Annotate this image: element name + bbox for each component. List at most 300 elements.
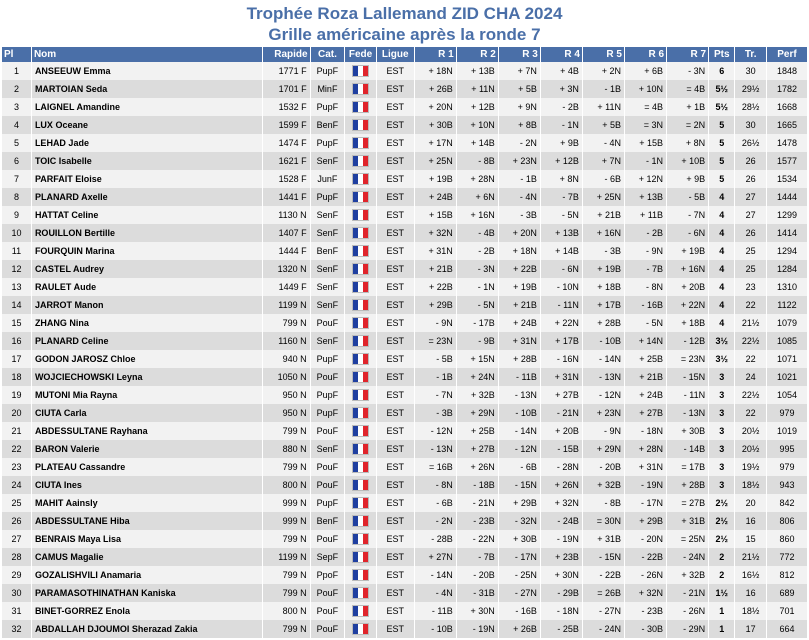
cell-round-3: + 22B <box>498 260 540 278</box>
cell-tiebreak: 19½ <box>735 458 767 476</box>
cell-round-1: - 11B <box>414 602 456 620</box>
cell-round-7: = 17B <box>667 458 709 476</box>
cell-round-4: + 14B <box>540 242 582 260</box>
cell-tiebreak: 17 <box>735 620 767 638</box>
cell-round-7: + 16N <box>667 260 709 278</box>
cell-league: EST <box>376 80 414 98</box>
cell-rapid-rating: 799 N <box>263 422 310 440</box>
cell-points: 2½ <box>709 512 735 530</box>
cell-player-name: LEHAD Jade <box>31 134 262 152</box>
cell-points: 3 <box>709 404 735 422</box>
cell-place: 4 <box>2 116 31 134</box>
cell-performance: 701 <box>766 602 807 620</box>
cell-round-1: + 21B <box>414 260 456 278</box>
cell-league: EST <box>376 404 414 422</box>
cell-league: EST <box>376 602 414 620</box>
cell-round-3: + 18N <box>498 242 540 260</box>
cell-points: 4 <box>709 278 735 296</box>
cell-round-6: - 30B <box>624 620 666 638</box>
cell-performance: 1079 <box>766 314 807 332</box>
cell-round-6: - 1N <box>624 152 666 170</box>
cell-league: EST <box>376 116 414 134</box>
cell-federation <box>345 566 377 584</box>
col-nom: Nom <box>31 47 262 62</box>
cell-round-5: - 6B <box>582 170 624 188</box>
cell-tiebreak: 27 <box>735 188 767 206</box>
cell-points: 3 <box>709 440 735 458</box>
cell-tiebreak: 21½ <box>735 314 767 332</box>
cell-player-name: GOZALISHVILI Anamaria <box>31 566 262 584</box>
cell-round-1: - 13N <box>414 440 456 458</box>
cell-points: 3½ <box>709 332 735 350</box>
cell-points: 4 <box>709 206 735 224</box>
table-row <box>2 476 808 494</box>
cell-round-3: - 11B <box>498 368 540 386</box>
cell-league: EST <box>376 188 414 206</box>
cell-points: 5 <box>709 116 735 134</box>
cell-player-name: CAMUS Magalie <box>31 548 262 566</box>
cell-round-1: - 7N <box>414 386 456 404</box>
cell-points: 3 <box>709 476 735 494</box>
cell-round-2: - 5N <box>456 296 498 314</box>
cell-federation <box>345 260 377 278</box>
cell-round-6: - 23B <box>624 602 666 620</box>
cell-round-1: + 31N <box>414 242 456 260</box>
cell-rapid-rating: 1441 F <box>263 188 310 206</box>
france-flag-icon <box>352 443 369 455</box>
cell-category: MinF <box>310 80 345 98</box>
cell-round-1: - 8N <box>414 476 456 494</box>
table-row <box>2 404 808 422</box>
cell-tiebreak: 30 <box>735 116 767 134</box>
cell-place: 17 <box>2 350 31 368</box>
france-flag-icon <box>352 335 369 347</box>
cell-round-7: - 26N <box>667 602 709 620</box>
cell-place: 26 <box>2 512 31 530</box>
cell-category: SenF <box>310 296 345 314</box>
cell-round-4: + 20B <box>540 422 582 440</box>
cell-round-1: - 3B <box>414 404 456 422</box>
cell-player-name: HATTAT Celine <box>31 206 262 224</box>
cell-round-5: - 24N <box>582 620 624 638</box>
cell-round-1: + 18N <box>414 62 456 80</box>
cell-rapid-rating: 799 N <box>263 458 310 476</box>
cell-round-7: + 19B <box>667 242 709 260</box>
cell-performance: 1310 <box>766 278 807 296</box>
cell-category: SepF <box>310 548 345 566</box>
cell-category: SenF <box>310 206 345 224</box>
cell-place: 16 <box>2 332 31 350</box>
cell-round-4: - 19N <box>540 530 582 548</box>
cell-points: 4 <box>709 296 735 314</box>
cell-round-4: - 24B <box>540 512 582 530</box>
cell-round-2: + 30N <box>456 602 498 620</box>
france-flag-icon <box>352 533 369 545</box>
cell-round-2: + 15N <box>456 350 498 368</box>
cell-tiebreak: 22½ <box>735 386 767 404</box>
cell-round-5: - 15N <box>582 548 624 566</box>
cell-performance: 1299 <box>766 206 807 224</box>
cell-round-5: + 5B <box>582 116 624 134</box>
cell-federation <box>345 512 377 530</box>
cell-league: EST <box>376 620 414 638</box>
cell-round-7: + 8N <box>667 134 709 152</box>
col-rapide: Rapide <box>263 47 310 62</box>
cell-round-4: + 12B <box>540 152 582 170</box>
cell-round-2: - 19N <box>456 620 498 638</box>
cell-round-7: - 11N <box>667 386 709 404</box>
cell-rapid-rating: 1701 F <box>263 80 310 98</box>
cell-round-4: + 27B <box>540 386 582 404</box>
cell-round-5: + 32B <box>582 476 624 494</box>
cell-tiebreak: 22½ <box>735 332 767 350</box>
cell-round-3: + 29B <box>498 494 540 512</box>
cell-place: 20 <box>2 404 31 422</box>
cell-place: 10 <box>2 224 31 242</box>
cell-points: 4 <box>709 314 735 332</box>
cell-round-1: - 10B <box>414 620 456 638</box>
cell-round-2: - 1N <box>456 278 498 296</box>
france-flag-icon <box>352 191 369 203</box>
cell-round-7: - 7N <box>667 206 709 224</box>
france-flag-icon <box>352 227 369 239</box>
cell-round-1: = 16B <box>414 458 456 476</box>
cell-player-name: PLANARD Axelle <box>31 188 262 206</box>
cell-federation <box>345 386 377 404</box>
cell-rapid-rating: 800 N <box>263 602 310 620</box>
cell-round-2: - 3N <box>456 260 498 278</box>
cell-rapid-rating: 799 N <box>263 530 310 548</box>
france-flag-icon <box>352 569 369 581</box>
cell-place: 23 <box>2 458 31 476</box>
cell-league: EST <box>376 314 414 332</box>
cell-round-6: + 24B <box>624 386 666 404</box>
cell-rapid-rating: 1407 F <box>263 224 310 242</box>
cell-round-6: = 4B <box>624 98 666 116</box>
cell-league: EST <box>376 350 414 368</box>
cell-rapid-rating: 800 N <box>263 476 310 494</box>
cell-round-5: - 8B <box>582 494 624 512</box>
cell-round-5: - 13N <box>582 368 624 386</box>
cell-rapid-rating: 799 N <box>263 566 310 584</box>
cell-round-1: + 24B <box>414 188 456 206</box>
cell-round-3: + 28B <box>498 350 540 368</box>
cell-round-1: + 19B <box>414 170 456 188</box>
cell-round-4: - 7B <box>540 188 582 206</box>
cell-round-1: + 26B <box>414 80 456 98</box>
table-row <box>2 494 808 512</box>
cell-tiebreak: 27 <box>735 206 767 224</box>
cell-category: SenF <box>310 332 345 350</box>
cell-league: EST <box>376 242 414 260</box>
table-row <box>2 566 808 584</box>
cell-round-2: - 9B <box>456 332 498 350</box>
cell-rapid-rating: 999 N <box>263 494 310 512</box>
cell-round-2: + 24N <box>456 368 498 386</box>
cell-league: EST <box>376 152 414 170</box>
cell-player-name: RAULET Aude <box>31 278 262 296</box>
cell-round-6: + 28N <box>624 440 666 458</box>
cell-rapid-rating: 799 N <box>263 584 310 602</box>
cell-round-2: - 20B <box>456 566 498 584</box>
cell-category: PouF <box>310 422 345 440</box>
cell-tiebreak: 20 <box>735 494 767 512</box>
cell-category: BenF <box>310 116 345 134</box>
cell-round-1: + 27N <box>414 548 456 566</box>
cell-federation <box>345 116 377 134</box>
cell-federation <box>345 422 377 440</box>
cell-round-3: - 15N <box>498 476 540 494</box>
cell-round-3: - 27N <box>498 584 540 602</box>
cell-round-1: + 30B <box>414 116 456 134</box>
france-flag-icon <box>352 551 369 563</box>
cell-federation <box>345 404 377 422</box>
cell-round-2: - 8B <box>456 152 498 170</box>
cell-rapid-rating: 1444 F <box>263 242 310 260</box>
cell-round-1: + 22B <box>414 278 456 296</box>
cell-rapid-rating: 1320 N <box>263 260 310 278</box>
cell-round-4: - 16N <box>540 350 582 368</box>
cell-round-1: + 20N <box>414 98 456 116</box>
cell-round-7: + 1B <box>667 98 709 116</box>
cell-round-5: - 3B <box>582 242 624 260</box>
cell-points: 3½ <box>709 350 735 368</box>
cell-round-3: - 32N <box>498 512 540 530</box>
cell-round-7: - 29N <box>667 620 709 638</box>
cell-player-name: PARAMASOTHINATHAN Kaniska <box>31 584 262 602</box>
cell-place: 14 <box>2 296 31 314</box>
cell-rapid-rating: 1621 F <box>263 152 310 170</box>
cell-category: PpoF <box>310 566 345 584</box>
cell-round-7: + 32B <box>667 566 709 584</box>
cell-player-name: CIUTA Ines <box>31 476 262 494</box>
cell-performance: 812 <box>766 566 807 584</box>
table-row <box>2 350 808 368</box>
france-flag-icon <box>352 119 369 131</box>
cell-round-6: - 17N <box>624 494 666 512</box>
cell-points: 4 <box>709 188 735 206</box>
cell-performance: 1294 <box>766 242 807 260</box>
cell-tiebreak: 25 <box>735 260 767 278</box>
cell-round-6: + 15B <box>624 134 666 152</box>
cell-round-6: - 19N <box>624 476 666 494</box>
cell-round-4: + 30N <box>540 566 582 584</box>
cell-round-6: - 20N <box>624 530 666 548</box>
cell-league: EST <box>376 170 414 188</box>
cell-place: 27 <box>2 530 31 548</box>
cell-round-2: - 31B <box>456 584 498 602</box>
cell-category: PouF <box>310 602 345 620</box>
france-flag-icon <box>352 281 369 293</box>
cell-round-1: + 29B <box>414 296 456 314</box>
cell-round-2: - 18B <box>456 476 498 494</box>
france-flag-icon <box>352 623 369 635</box>
cell-category: PupF <box>310 62 345 80</box>
cell-federation <box>345 350 377 368</box>
cell-place: 1 <box>2 62 31 80</box>
col-fede: Fede <box>345 47 377 62</box>
cell-league: EST <box>376 494 414 512</box>
cell-round-3: + 21B <box>498 296 540 314</box>
cell-round-4: - 5N <box>540 206 582 224</box>
cell-federation <box>345 440 377 458</box>
cell-league: EST <box>376 98 414 116</box>
cell-rapid-rating: 1528 F <box>263 170 310 188</box>
cell-rapid-rating: 950 N <box>263 386 310 404</box>
france-flag-icon <box>352 65 369 77</box>
table-row <box>2 548 808 566</box>
table-row <box>2 80 808 98</box>
cell-category: PupF <box>310 386 345 404</box>
cell-round-7: - 12B <box>667 332 709 350</box>
cell-points: 5 <box>709 134 735 152</box>
france-flag-icon <box>352 353 369 365</box>
france-flag-icon <box>352 515 369 527</box>
cell-round-3: + 5B <box>498 80 540 98</box>
france-flag-icon <box>352 155 369 167</box>
cell-category: PupF <box>310 188 345 206</box>
france-flag-icon <box>352 587 369 599</box>
cell-league: EST <box>376 278 414 296</box>
table-row <box>2 224 808 242</box>
cell-category: PouF <box>310 458 345 476</box>
cell-round-3: - 6B <box>498 458 540 476</box>
cell-player-name: PLANARD Celine <box>31 332 262 350</box>
cell-place: 7 <box>2 170 31 188</box>
cell-player-name: FOURQUIN Marina <box>31 242 262 260</box>
cell-tiebreak: 26½ <box>735 134 767 152</box>
cell-rapid-rating: 1771 F <box>263 62 310 80</box>
france-flag-icon <box>352 497 369 509</box>
cell-round-6: - 5N <box>624 314 666 332</box>
cell-federation <box>345 224 377 242</box>
cell-round-5: + 18B <box>582 278 624 296</box>
france-flag-icon <box>352 605 369 617</box>
cell-round-2: + 16N <box>456 206 498 224</box>
cell-round-5: - 27N <box>582 602 624 620</box>
cell-round-7: + 20B <box>667 278 709 296</box>
cell-round-6: - 16B <box>624 296 666 314</box>
cell-round-4: - 15B <box>540 440 582 458</box>
table-row <box>2 314 808 332</box>
cell-round-4: - 25B <box>540 620 582 638</box>
cell-round-5: - 9N <box>582 422 624 440</box>
cell-league: EST <box>376 224 414 242</box>
cell-federation <box>345 134 377 152</box>
cell-federation <box>345 458 377 476</box>
cell-round-3: - 2N <box>498 134 540 152</box>
cell-tiebreak: 18½ <box>735 476 767 494</box>
cell-player-name: PLATEAU Cassandre <box>31 458 262 476</box>
cell-rapid-rating: 1532 F <box>263 98 310 116</box>
france-flag-icon <box>352 245 369 257</box>
cell-round-6: + 31N <box>624 458 666 476</box>
cell-round-1: + 25N <box>414 152 456 170</box>
cell-tiebreak: 16½ <box>735 566 767 584</box>
cell-player-name: MARTOIAN Seda <box>31 80 262 98</box>
cell-place: 9 <box>2 206 31 224</box>
table-row <box>2 206 808 224</box>
cell-round-6: + 14N <box>624 332 666 350</box>
cell-tiebreak: 16 <box>735 512 767 530</box>
col-pts: Pts <box>709 47 735 62</box>
cell-league: EST <box>376 386 414 404</box>
cell-round-4: - 6N <box>540 260 582 278</box>
cell-federation <box>345 314 377 332</box>
cell-tiebreak: 15 <box>735 530 767 548</box>
cell-rapid-rating: 999 N <box>263 512 310 530</box>
cell-round-3: + 7N <box>498 62 540 80</box>
cell-round-5: - 1B <box>582 80 624 98</box>
cell-player-name: ABDESSULTANE Hiba <box>31 512 262 530</box>
cell-league: EST <box>376 548 414 566</box>
cell-round-7: - 5B <box>667 188 709 206</box>
table-row <box>2 368 808 386</box>
cell-tiebreak: 26 <box>735 152 767 170</box>
cell-round-1: - 6B <box>414 494 456 512</box>
cell-round-7: - 3N <box>667 62 709 80</box>
cell-round-1: - 2N <box>414 512 456 530</box>
cell-rapid-rating: 880 N <box>263 440 310 458</box>
cell-points: 3 <box>709 368 735 386</box>
cell-category: PouF <box>310 368 345 386</box>
cell-category: PouF <box>310 314 345 332</box>
cell-round-4: - 2B <box>540 98 582 116</box>
cell-round-3: + 31N <box>498 332 540 350</box>
cell-federation <box>345 152 377 170</box>
cell-round-3: - 14N <box>498 422 540 440</box>
cell-round-3: + 23N <box>498 152 540 170</box>
cell-round-5: - 22B <box>582 566 624 584</box>
cell-rapid-rating: 1160 N <box>263 332 310 350</box>
cell-player-name: PARFAIT Eloise <box>31 170 262 188</box>
cell-federation <box>345 98 377 116</box>
cell-performance: 664 <box>766 620 807 638</box>
cell-league: EST <box>376 476 414 494</box>
cell-performance: 772 <box>766 548 807 566</box>
cell-round-5: - 4N <box>582 134 624 152</box>
cell-round-7: - 14B <box>667 440 709 458</box>
cell-round-1: = 23N <box>414 332 456 350</box>
cell-federation <box>345 296 377 314</box>
cell-round-3: - 10B <box>498 404 540 422</box>
cell-category: PupF <box>310 134 345 152</box>
cell-round-3: - 3B <box>498 206 540 224</box>
cell-performance: 995 <box>766 440 807 458</box>
col-r6: R 6 <box>624 47 666 62</box>
cell-round-4: + 26N <box>540 476 582 494</box>
cell-federation <box>345 278 377 296</box>
table-row <box>2 62 808 80</box>
cell-round-7: + 31B <box>667 512 709 530</box>
cell-points: 3 <box>709 458 735 476</box>
cell-player-name: CASTEL Audrey <box>31 260 262 278</box>
cell-player-name: JARROT Manon <box>31 296 262 314</box>
table-row <box>2 386 808 404</box>
cell-round-4: - 11N <box>540 296 582 314</box>
cell-place: 24 <box>2 476 31 494</box>
table-row <box>2 116 808 134</box>
cell-round-4: - 10N <box>540 278 582 296</box>
cell-round-5: + 31B <box>582 530 624 548</box>
cell-round-7: + 10B <box>667 152 709 170</box>
cell-performance: 979 <box>766 458 807 476</box>
cell-round-6: + 12N <box>624 170 666 188</box>
cell-league: EST <box>376 368 414 386</box>
france-flag-icon <box>352 83 369 95</box>
cell-round-4: - 1N <box>540 116 582 134</box>
cell-place: 3 <box>2 98 31 116</box>
